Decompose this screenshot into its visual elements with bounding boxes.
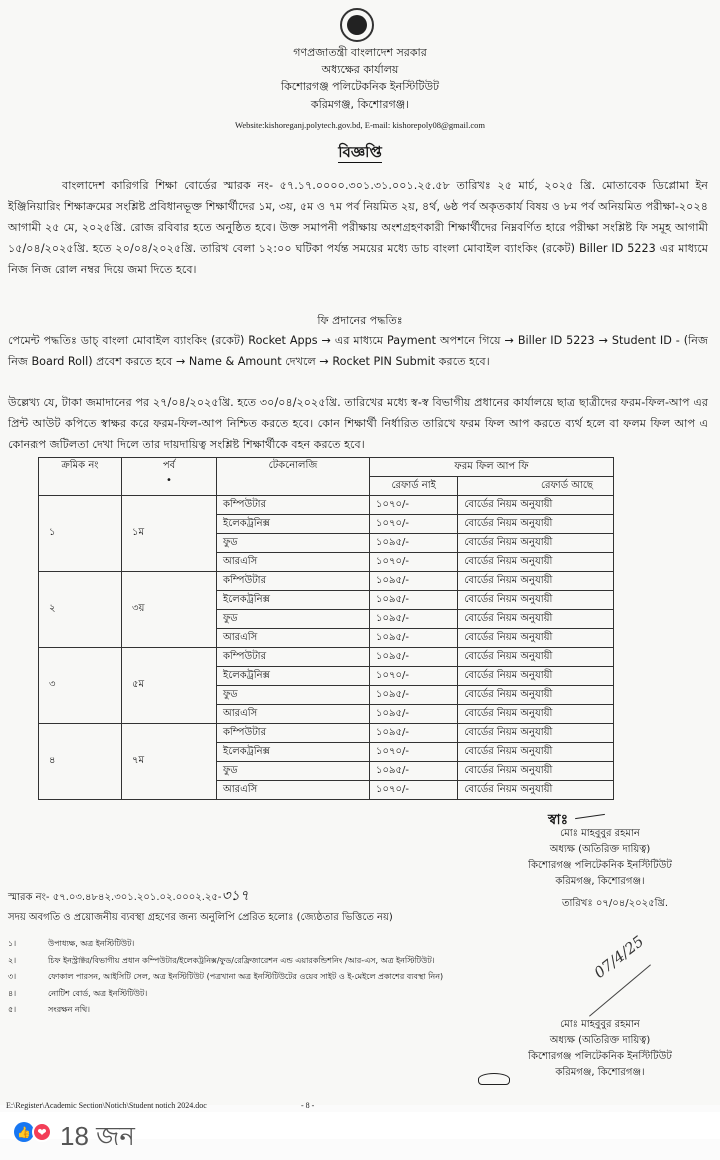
cell-referred: বোর্ডের নিয়ম অনুযায়ী bbox=[458, 496, 614, 515]
header-no-referred: রেফার্ড নাই bbox=[370, 477, 458, 496]
signature-block-1 bbox=[480, 826, 720, 890]
reaction-bar[interactable] bbox=[0, 1112, 720, 1151]
government-seal-icon bbox=[340, 8, 374, 42]
cell-referred: বোর্ডের নিয়ম অনুযায়ী bbox=[458, 724, 614, 743]
copy-list-number: ২। bbox=[8, 955, 17, 965]
cell-referred: বোর্ডের নিয়ম অনুযায়ী bbox=[458, 743, 614, 762]
handwritten-initial: 07/4/25 bbox=[590, 932, 648, 982]
fee-table bbox=[38, 457, 614, 800]
cell-technology: আরএসি bbox=[217, 629, 370, 648]
cell-technology: ইলেকট্রনিক্স bbox=[217, 515, 370, 534]
cell-fee: ১০৯৫/- bbox=[370, 572, 458, 591]
cell-fee: ১০৯৫/- bbox=[370, 648, 458, 667]
signatory-name: মোঃ মাহবুবুর রহমান bbox=[560, 1019, 640, 1030]
cell-fee: ১০৭০/- bbox=[370, 496, 458, 515]
payment-method-paragraph: পেমেন্ট পদ্ধতিঃ ডাচ্ বাংলা মোবাইল ব্যাংকিং (রকেট) Rocket Apps → এর মাধ্যমে Payment অপশনে গিয়ে → Biller ID 5223 → Student ID - (নিজ নিজ Board Roll) প্রবেশ করতে হবে → Name & Amount দেখলে → Rocket PIN Submit করতে হবে। bbox=[8, 334, 708, 368]
cell-serial: ২ bbox=[39, 572, 122, 648]
cell-fee: ১০৯৫/- bbox=[370, 629, 458, 648]
footer-page-number: - 8 - bbox=[301, 1101, 315, 1110]
signature-scribble bbox=[478, 1073, 510, 1085]
copy-list-item bbox=[8, 986, 443, 1003]
cell-referred: বোর্ডের নিয়ম অনুযায়ী bbox=[458, 534, 614, 553]
signatory-institute: কিশোরগঞ্জ পলিটেকনিক ইনস্টিটিউট bbox=[528, 1051, 672, 1062]
copy-list-item bbox=[8, 953, 443, 970]
cell-fee: ১০৯৫/- bbox=[370, 762, 458, 781]
cell-technology: কম্পিউটার bbox=[217, 724, 370, 743]
memo-handwritten-suffix: ৩১৭ bbox=[221, 888, 249, 904]
cell-referred: বোর্ডের নিয়ম অনুযায়ী bbox=[458, 667, 614, 686]
copy-list-item bbox=[8, 1002, 443, 1019]
reaction-count[interactable]: 18 জন bbox=[60, 1121, 135, 1151]
copy-list-text: উপাধ্যক্ষ, অত্র ইনস্টিটিউট। bbox=[48, 939, 135, 948]
notice-title: বিজ্ঞপ্তি bbox=[338, 143, 382, 161]
cell-fee: ১০৯৫/- bbox=[370, 724, 458, 743]
header-contact: Website:kishoreganj.polytech.gov.bd, E-mail: kishorepoly08@gmail.com bbox=[235, 120, 485, 130]
copy-list-number: ১। bbox=[8, 939, 17, 948]
header-technology: টেকনোলজি bbox=[217, 458, 370, 496]
signatory-address: করিমগঞ্জ, কিশোরগঞ্জ। bbox=[555, 1067, 645, 1078]
table-row bbox=[39, 724, 614, 743]
header-government: গণপ্রজাতন্ত্রী বাংলাদেশ সরকার bbox=[293, 46, 427, 59]
cell-serial: ৩ bbox=[39, 648, 122, 724]
cell-semester: ১ম bbox=[122, 496, 217, 572]
cell-referred: বোর্ডের নিয়ম অনুযায়ী bbox=[458, 648, 614, 667]
cell-referred: বোর্ডের নিয়ম অনুযায়ী bbox=[458, 553, 614, 572]
header-institute: কিশোরগঞ্জ পলিটেকনিক ইনস্টিটিউট bbox=[280, 80, 440, 93]
copy-list-text: সংরক্ষন নথি। bbox=[48, 1005, 91, 1014]
cell-technology: ইলেকট্রনিক্স bbox=[217, 667, 370, 686]
cell-referred: বোর্ডের নিয়ম অনুযায়ী bbox=[458, 629, 614, 648]
copy-list-item bbox=[8, 969, 443, 986]
cell-fee: ১০৯৫/- bbox=[370, 686, 458, 705]
cell-fee: ১০৭০/- bbox=[370, 781, 458, 800]
header-serial: ক্রমিক নং bbox=[39, 458, 122, 496]
cell-referred: বোর্ডের নিয়ম অনুযায়ী bbox=[458, 781, 614, 800]
cell-technology: ইলেকট্রনিক্স bbox=[217, 743, 370, 762]
like-icon[interactable]: 👍 bbox=[14, 1122, 34, 1142]
copy-list-number: ৫। bbox=[8, 1005, 17, 1014]
signatory-address: করিমগঞ্জ, কিশোরগঞ্জ। bbox=[555, 876, 645, 887]
copy-list-text: চিফ ইনস্ট্রাক্টর/বিভাগীয় প্রধান কম্পিউটার/ইলেকট্রনিক্স/ফুড/রেফ্রিজারেশন এন্ড এয়ারকন্ডিশনিং /আর-এস, অত্র ইনস্টিটিউট। bbox=[48, 955, 435, 965]
cell-referred: বোর্ডের নিয়ম অনুযায়ী bbox=[458, 515, 614, 534]
copy-list-text: নোটিশ বোর্ড, অত্র ইনস্টিটিউট। bbox=[48, 988, 148, 998]
signatory-designation: অধ্যক্ষ (অতিরিক্ত দায়িত্ব) bbox=[549, 844, 651, 855]
cell-fee: ১০৭০/- bbox=[370, 553, 458, 572]
cell-referred: বোর্ডের নিয়ম অনুযায়ী bbox=[458, 591, 614, 610]
copy-list-number: ৪। bbox=[8, 988, 17, 998]
cell-technology: আরএসি bbox=[217, 705, 370, 724]
signatory-name: মোঃ মাহবুবুর রহমান bbox=[560, 828, 640, 839]
cell-semester: ৩য় bbox=[122, 572, 217, 648]
memo-date: তারিখঃ ০৭/০৪/২০২৫খ্রি. bbox=[562, 898, 669, 909]
cell-referred: বোর্ডের নিয়ম অনুযায়ী bbox=[458, 705, 614, 724]
cell-technology: ফুড bbox=[217, 610, 370, 629]
memo-number: স্মারক নং- ৫৭.০৩.৪৮৪২.৩০১.২০১.০২.০০০২.২৫-৩১৭ bbox=[8, 888, 249, 904]
cell-referred: বোর্ডের নিয়ম অনুযায়ী bbox=[458, 572, 614, 591]
cell-technology: ফুড bbox=[217, 686, 370, 705]
signature-mark: স্বাঃ bbox=[548, 812, 569, 828]
cell-technology: ফুড bbox=[217, 762, 370, 781]
cell-fee: ১০৯৫/- bbox=[370, 610, 458, 629]
cell-fee: ১০৯৫/- bbox=[370, 591, 458, 610]
cell-referred: বোর্ডের নিয়ম অনুযায়ী bbox=[458, 762, 614, 781]
copy-list-number: ৩। bbox=[8, 972, 17, 981]
cell-referred: বোর্ডের নিয়ম অনুযায়ী bbox=[458, 686, 614, 705]
love-icon[interactable]: ❤ bbox=[32, 1122, 52, 1142]
cell-technology: কম্পিউটার bbox=[217, 496, 370, 515]
cell-technology: ফুড bbox=[217, 534, 370, 553]
notice-paragraph-1: বাংলাদেশ কারিগরি শিক্ষা বোর্ডের স্মারক নং- ৫৭.১৭.০০০০.৩০১.৩১.০০১.২৫.৫৮ তারিখঃ ২৫ মার্চ, ২০২৫ খ্রি. মোতাবেক ডিপ্লোমা ইন ইঞ্জিনিয়ারিং শিক্ষাক্রমের সংশ্লিষ্ট প্রবিধানভূক্ত শিক্ষার্থীদের ১ম, ৩য়, ৫ম ও ৭ম পর্ব নিয়মিত ২য়, ৪র্থ, ৬ষ্ঠ পর্ব অকৃতকার্য বিষয় ও ৮ম পর্ব অনিয়মিত পরীক্ষা-২০২৪ আগামী ২৫ মে, ২০২৫খ্রি. রোজ রবিবার হতে অনুষ্ঠিত হবে। উক্ত সমাপনী পরীক্ষায় অংশগ্রহণকারী শিক্ষার্থীদের নিম্নবর্ণিত হারে পরীক্ষা সংশ্লিষ্ট ফি সমূহ আগামী ১৫/০৪/২০২৫খ্রি. হতে ২০/০৪/২০২৫খ্রি. তারিখ বেলা ১২:০০ ঘটিকা পর্যন্ত সময়ের মধ্যে ডাচ বাংলা মোবাইল ব্যাংকিং (রকেট) Biller ID 5223 এর মাধ্যমে নিজ নিজ রোল নম্বর দিয়ে জমা দিতে হবে। bbox=[8, 179, 708, 276]
table-row bbox=[39, 648, 614, 667]
cell-technology: কম্পিউটার bbox=[217, 572, 370, 591]
cell-fee: ১০৭০/- bbox=[370, 515, 458, 534]
cell-referred: বোর্ডের নিয়ম অনুযায়ী bbox=[458, 610, 614, 629]
header-semester: পর্ব • bbox=[122, 458, 217, 496]
header-office: অধ্যক্ষের কার্যালয় bbox=[321, 63, 399, 76]
header-address: করিমগঞ্জ, কিশোরগঞ্জ। bbox=[310, 98, 410, 111]
cell-serial: ৪ bbox=[39, 724, 122, 800]
cell-fee: ১০৭০/- bbox=[370, 667, 458, 686]
cell-semester: ৫ম bbox=[122, 648, 217, 724]
copy-list bbox=[8, 936, 443, 1019]
header-referred: রেফার্ড আছে bbox=[458, 477, 614, 496]
payment-heading: ফি প্রদানের পদ্ধতিঃ bbox=[317, 314, 403, 327]
fee-table-header-row bbox=[39, 458, 614, 477]
header-fee: ফরম ফিল আপ ফি bbox=[370, 458, 614, 477]
signature-block-2 bbox=[480, 1017, 720, 1081]
notice-paragraph-3: উল্লেখ্য যে, টাকা জমাদানের পর ২৭/০৪/২০২৫খ্রি. হতে ৩০/০৪/২০২৫খ্রি. তারিখের মধ্যে স্ব-স্ব বিভাগীয় প্রধানের কার্যালয়ে ছাত্র ছাত্রীদের ফরম-ফিল-আপ এর প্রিন্ট আউট কপিতে স্বাক্ষর করে ফরম-ফিল-আপ নিশ্চিত করতে হবে। কোন শিক্ষার্থী নির্ধারিত তারিখে ফরম ফিল আপ করতে ব্যর্থ হলে বা ফলম ফিল আপ এ কোনরূপ জটিলতা দেখা দিলে তার দায়দায়িত্ব সংশ্লিষ্ট শিক্ষার্থীকে বহন করতে হবে। bbox=[8, 396, 708, 451]
cell-technology: ইলেকট্রনিক্স bbox=[217, 591, 370, 610]
cell-fee: ১০৭০/- bbox=[370, 743, 458, 762]
table-row bbox=[39, 572, 614, 591]
cell-fee: ১০৯৫/- bbox=[370, 705, 458, 724]
copy-list-text: ফোকাল পারসন, আইসিটি সেল, অত্র ইনস্টিটিউট (পত্রখানা অত্র ইনস্টিটিউটের ওয়েব সাইট ও ই-মেইলে প্রকাশের ব্যবস্থা নিন) bbox=[48, 972, 444, 981]
cell-semester: ৭ম bbox=[122, 724, 217, 800]
signature-stroke bbox=[575, 814, 605, 819]
signatory-institute: কিশোরগঞ্জ পলিটেকনিক ইনস্টিটিউট bbox=[528, 860, 672, 871]
signatory-designation: অধ্যক্ষ (অতিরিক্ত দায়িত্ব) bbox=[549, 1035, 651, 1046]
cell-fee: ১০৯৫/- bbox=[370, 534, 458, 553]
cell-technology: কম্পিউটার bbox=[217, 648, 370, 667]
copy-note: সদয় অবগতি ও প্রয়োজনীয় ব্যবস্থা গ্রহণের জন্য অনুলিপি প্রেরিত হলোঃ (জ্যেষ্ঠতার ভিত্তিতে নয়) bbox=[8, 912, 393, 923]
cell-technology: আরএসি bbox=[217, 781, 370, 800]
copy-list-item bbox=[8, 936, 443, 953]
cell-technology: আরএসি bbox=[217, 553, 370, 572]
footer-file-path: E:\Register\Academic Section\Notich\Student notich 2024.doc bbox=[6, 1101, 207, 1110]
table-row bbox=[39, 496, 614, 515]
cell-serial: ১ bbox=[39, 496, 122, 572]
